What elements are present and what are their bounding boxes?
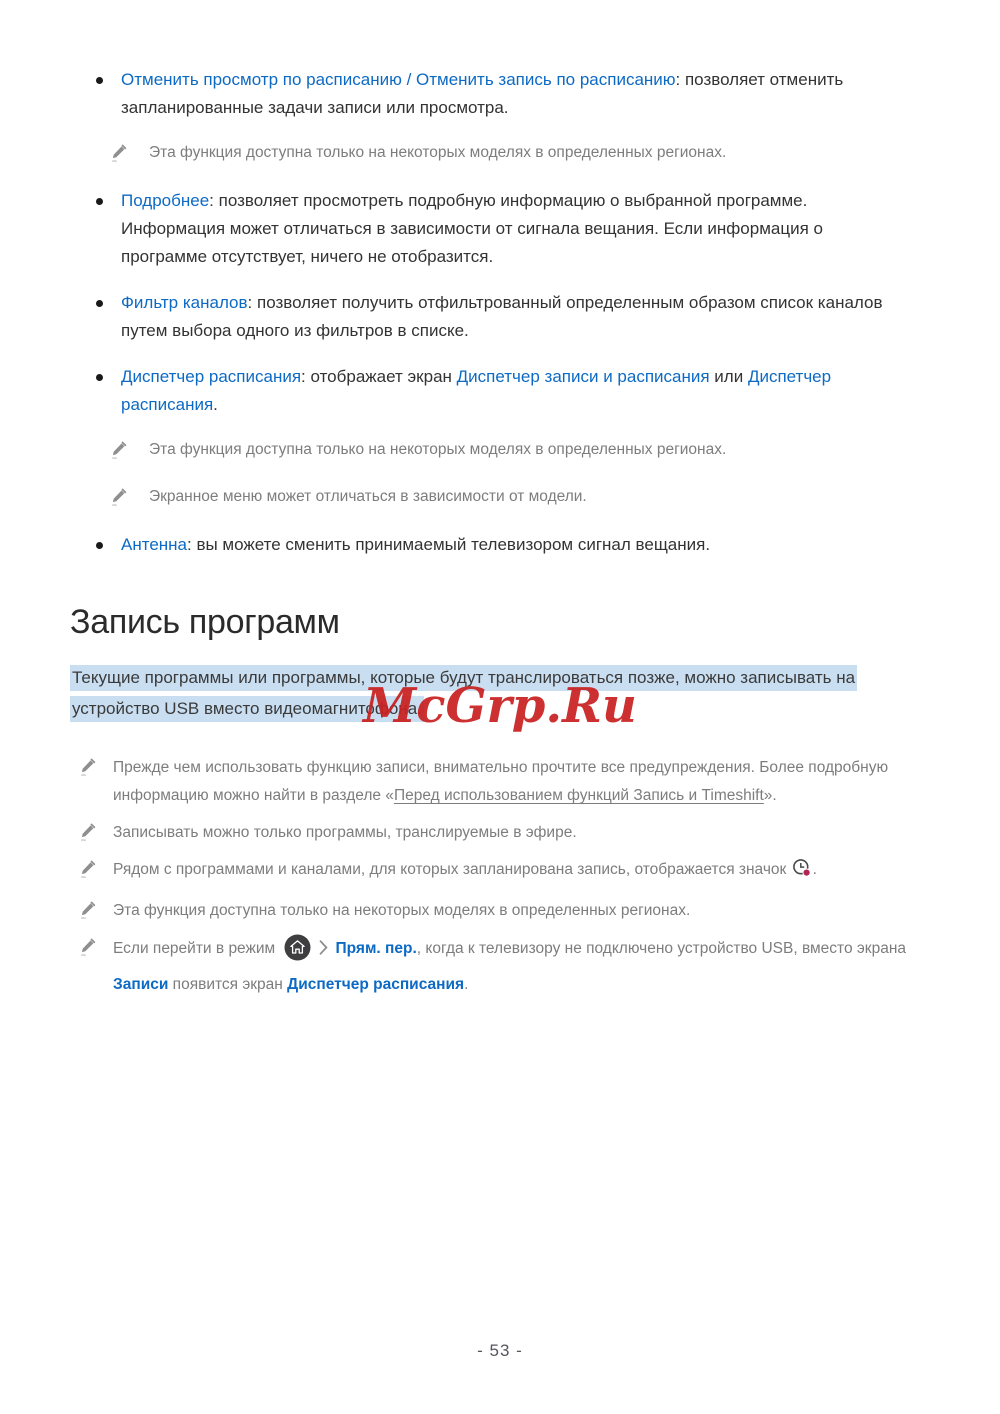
note-text: Эта функция доступна только на некоторых моделях в определенных регионах. [113,902,691,919]
schedule-manager-link[interactable]: Диспетчер расписания [121,367,302,386]
pencil-note-icon [80,823,96,842]
description-text: : позволяет просмотреть подробную информацию о выбранной программе. Информация может отличаться в зависимости от сигнала вещания. Если информация о программе отсутствует, ничего не отобразится. [121,191,823,266]
cancel-scheduled-recording-link[interactable]: Отменить запись по расписанию [416,70,676,89]
recording-schedule-manager-link[interactable]: Диспетчер записи и расписания [456,367,710,386]
pencil-note-icon [80,938,96,957]
note-row [111,437,930,462]
note-segment: Прежде чем использовать функцию записи, внимательно прочтите все предупреждения. Более подробную информацию можно найти в разделе « [113,759,889,804]
note-text: Экранное меню может отличаться в зависимости от модели. [149,488,587,505]
list-item-text [121,289,913,345]
highlighted-text: Текущие программы или программы, которые будут транслироваться позже, можно записывать на устройство USB вместо видеомагнитофона. [70,665,857,722]
list-item-details [70,187,930,271]
list-item-text [121,531,913,559]
pencil-note-icon [80,758,96,777]
note-text: Эта функция доступна только на некоторых моделях в определенных регионах. [149,144,727,161]
pencil-note-icon [111,441,127,460]
intro-paragraph [70,662,936,724]
note-segment: , когда к телевизору не подключено устройство USB, вместо экрана [416,940,907,957]
bullet-icon [96,542,103,549]
recording-notes-list [70,754,930,999]
note-text: Эта функция доступна только на некоторых моделях в определенных регионах. [149,441,727,458]
recordings-link[interactable]: Записи [113,976,169,993]
schedule-manager-link[interactable]: Диспетчер расписания [121,367,832,414]
description-text: : позволяет отменить запланированные задачи записи или просмотра. [121,70,844,117]
note-segment: Если перейти в режим [113,940,280,957]
bullet-icon [96,300,103,307]
note-text: Записывать можно только программы, транслируемые в эфире. [113,824,577,841]
pencil-note-icon [111,144,127,163]
channel-filter-link[interactable]: Фильтр каналов [121,293,248,312]
description-text: . [213,395,218,414]
bullet-icon [96,77,103,84]
page-number: - 53 - [477,1341,523,1360]
note-segment: . [464,976,469,993]
note-segment: Рядом с программами и каналами, для которых запланирована запись, отображается значок [113,861,791,878]
description-text: или [709,367,748,386]
schedule-manager-link[interactable]: Диспетчер расписания [287,976,465,993]
note-row [80,897,930,925]
antenna-link[interactable]: Антенна [121,535,188,554]
scheduled-recording-clock-icon [792,858,812,888]
details-link[interactable]: Подробнее [121,191,210,210]
watermark: McGrp.Ru [363,678,637,734]
section-heading: Запись программ [70,603,340,641]
note-row [80,754,930,810]
note-segment: появится экран [168,976,288,993]
description-text: : отображает экран [301,367,457,386]
home-button-icon [284,934,311,971]
list-item-channel-filter [70,289,930,345]
note-row [80,819,930,847]
list-item-text [121,187,913,271]
cancel-scheduled-viewing-link[interactable]: Отменить просмотр по расписанию [121,70,402,89]
live-tv-link[interactable]: Прям. пер. [335,940,417,957]
note-row [111,484,930,509]
description-text: : позволяет получить отфильтрованный определенным образом список каналов путем выбора одного из фильтров в списке. [121,293,883,340]
term-separator: / [401,70,417,89]
list-item-text [121,363,913,419]
pencil-note-icon [111,488,127,507]
note-row [111,140,930,165]
description-text: : вы можете сменить принимаемый телевизором сигнал вещания. [187,535,711,554]
list-item-antenna [70,531,930,559]
bullet-icon [96,198,103,205]
pencil-note-icon [80,901,96,920]
list-item-schedule-manager [70,363,930,419]
note-text [113,754,915,810]
note-segment: . [812,861,817,878]
note-text [113,934,915,999]
note-row [80,934,930,999]
before-using-recording-timeshift-link[interactable]: Перед использованием функций Запись и Timeshift [393,787,764,804]
note-row [80,856,930,888]
list-item-cancel-scheduled [70,66,930,122]
pencil-note-icon [80,860,96,879]
list-item-text [121,66,913,122]
note-text [113,856,915,888]
chevron-right-icon [319,937,328,965]
channel-menu-options-list [70,66,930,559]
bullet-icon [96,374,103,381]
note-segment: ». [763,787,777,804]
